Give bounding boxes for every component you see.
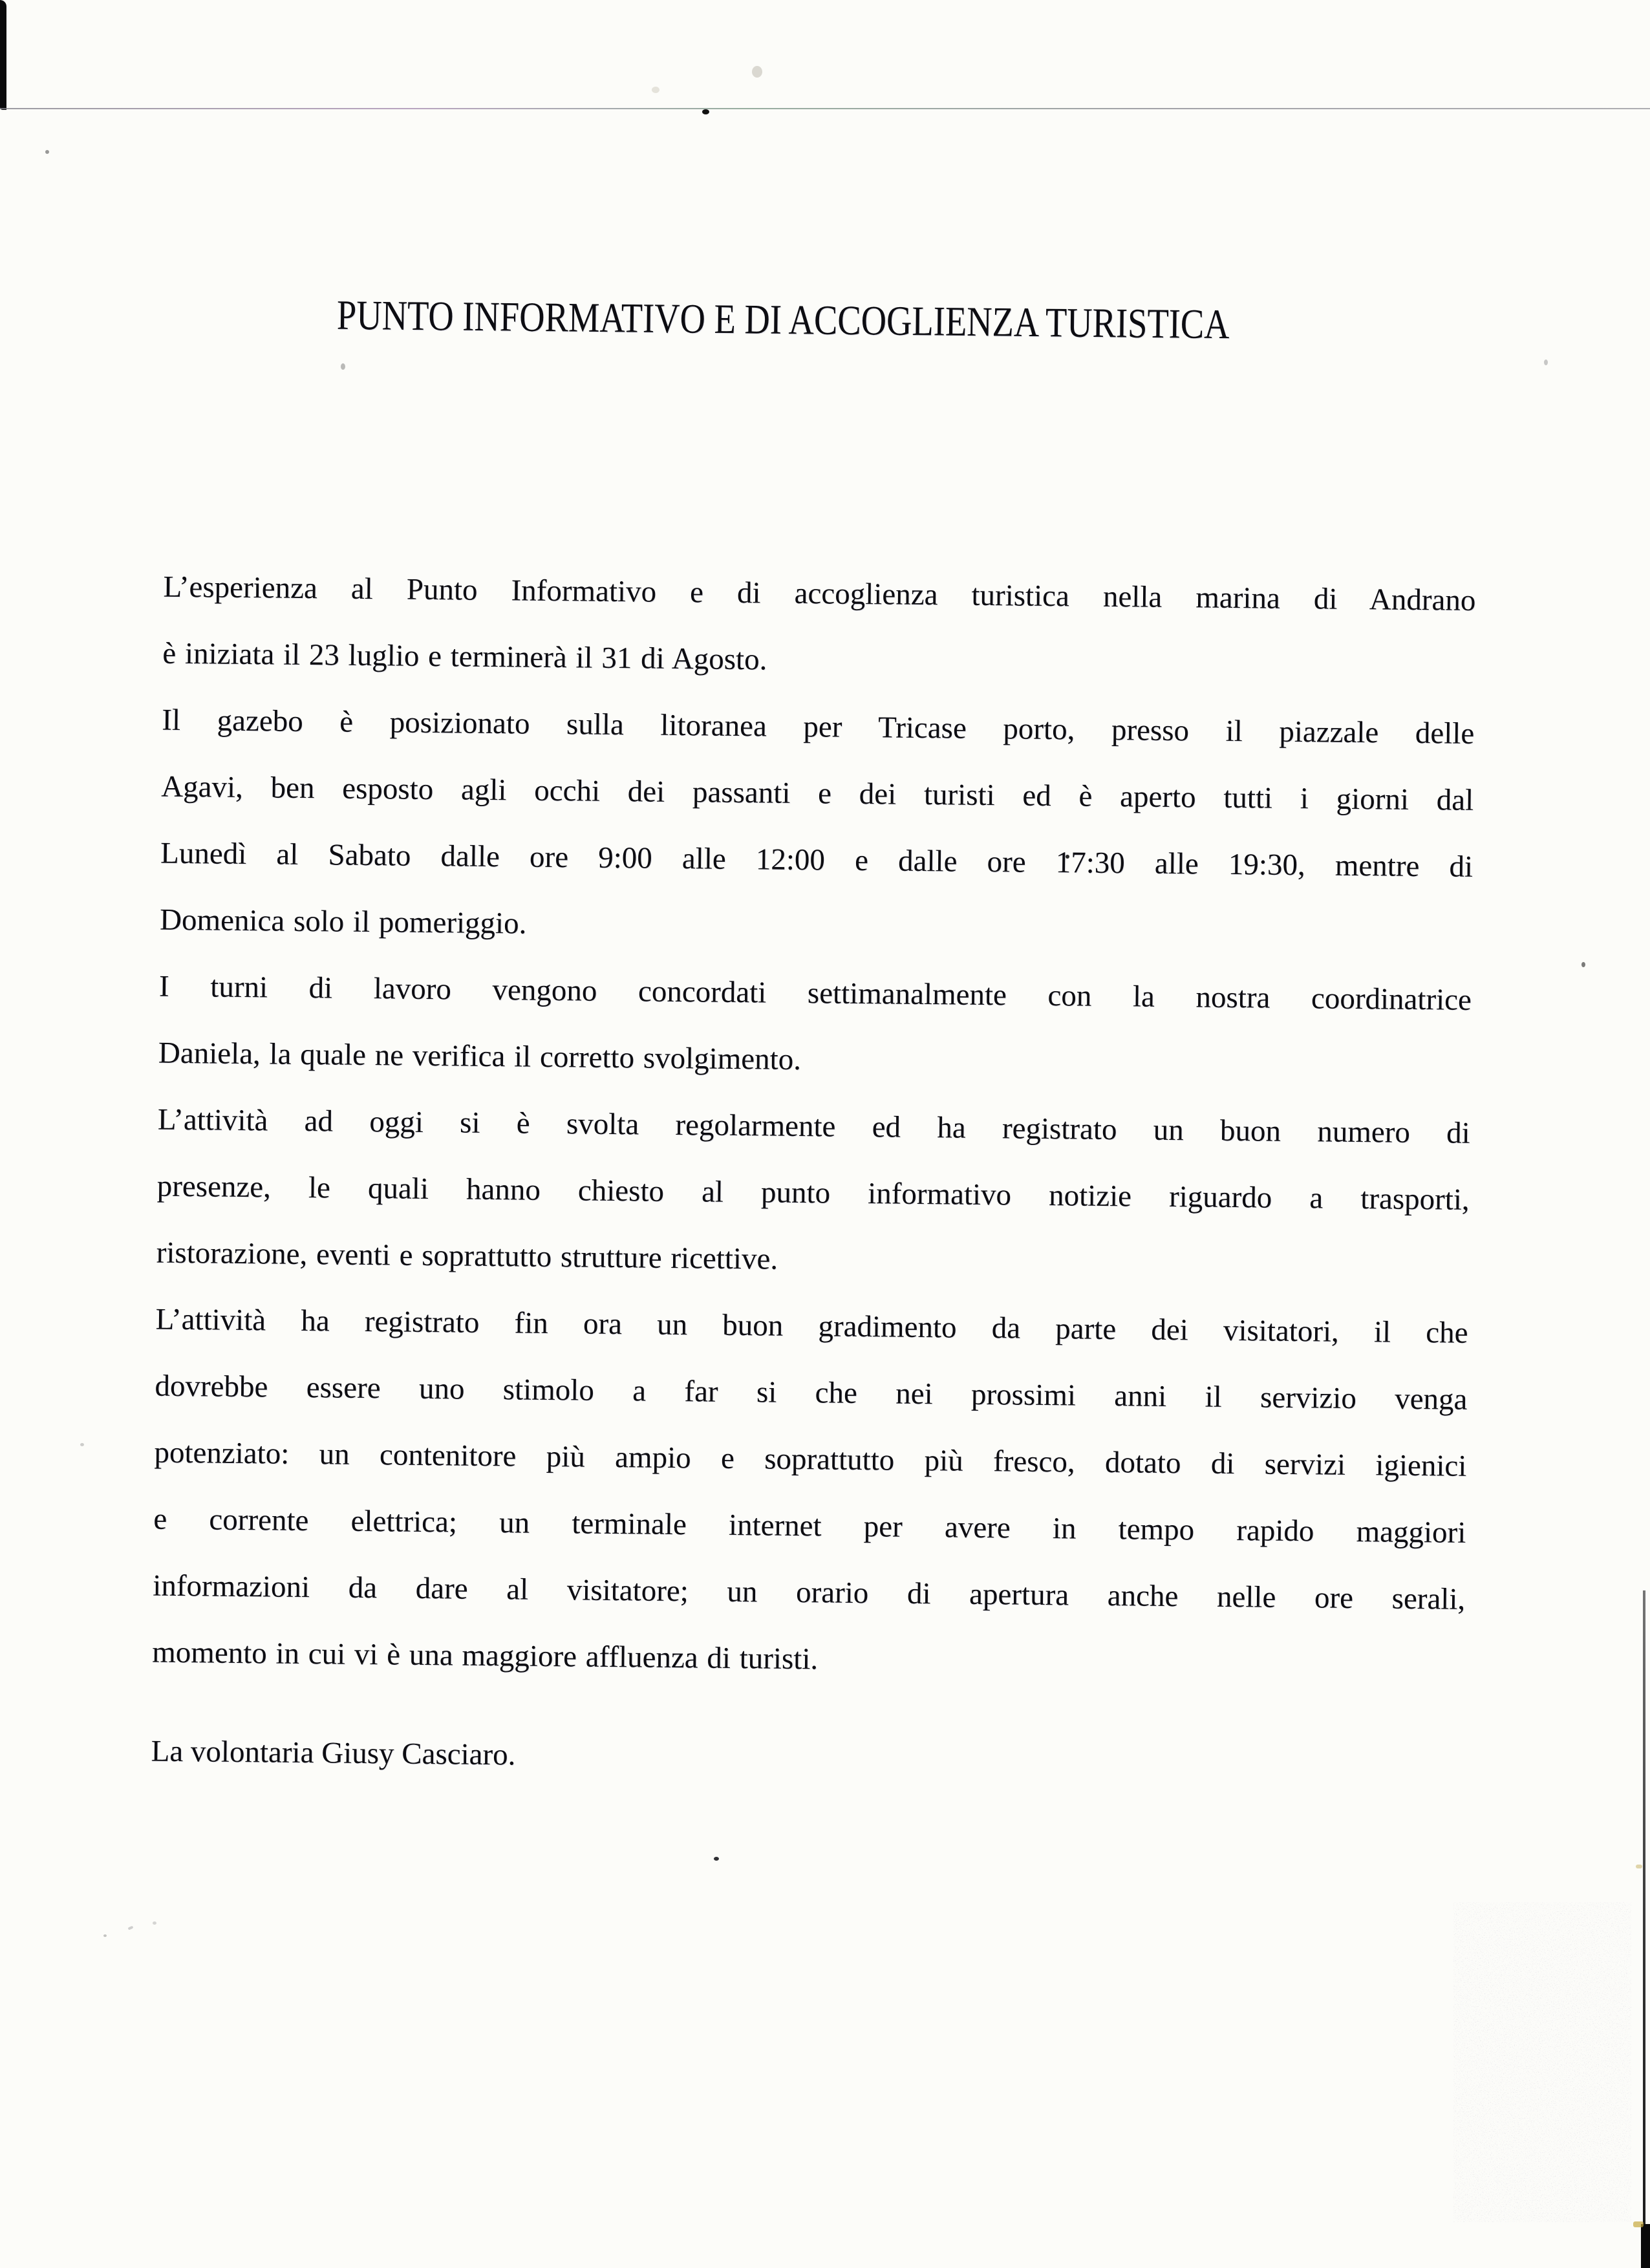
text-line: Daniela, la quale ne verifica il corretto svolgimento. (158, 1036, 802, 1077)
text-line: L’attività ad oggi si è svolta regolarmente ed ha registrato un buon numero di (157, 1102, 1471, 1150)
document-body (152, 554, 1476, 1700)
text-line: Domenica solo il pomeriggio. (159, 903, 527, 941)
scan-noise-smudge (1453, 1902, 1631, 2222)
text-line: L’esperienza al Punto Informativo e di accoglienza turistica nella marina di Andrano (163, 570, 1476, 617)
text-line: Agavi, ben esposto agli occhi dei passanti e dei turisti ed è aperto tutti i giorni dal (161, 769, 1474, 817)
text-line: presenze, le quali hanno chiesto al punto informativo notizie riguardo a trasporti, (156, 1169, 1470, 1217)
scan-speck (153, 1921, 156, 1925)
page-title (0, 284, 1608, 361)
text-line: I turni di lavoro vengono concordati settimanalmente con la nostra coordinatrice (158, 969, 1472, 1017)
scan-speck (1636, 1865, 1642, 1868)
scan-speck (714, 1857, 719, 1861)
text-line: Il gazebo è posizionato sulla litoranea per Tricase porto, presso il piazzale delle (162, 703, 1475, 751)
text-line: informazioni da dare al visitatore; un orario di apertura anche nelle ore serali, (153, 1568, 1466, 1616)
text-line: potenziato: un contenitore più ampio e soprattutto più fresco, dotato di servizi igienici (154, 1435, 1467, 1483)
text-line: L’attività ha registrato fin ora un buon gradimento da parte dei visitatori, il che (155, 1302, 1468, 1350)
text-line: ristorazione, eventi e soprattutto strutture ricettive. (156, 1236, 778, 1276)
text-line: e corrente elettrica; un terminale internet per avere in tempo rapido maggiori (153, 1502, 1466, 1550)
signature-line: La volontaria Giusy Casciaro. (151, 1734, 516, 1772)
scan-edge-right (1643, 1590, 1645, 2268)
scan-speck (128, 1925, 134, 1930)
page-title-text: PUNTO INFORMATIVO E DI ACCOGLIENZA TURISTICA (336, 291, 1230, 348)
scan-edge-right-nub (1641, 2224, 1650, 2268)
text-line: è iniziata il 23 luglio e terminerà il 31 di Agosto. (162, 636, 767, 677)
text-line: dovrebbe essere uno stimolo a far si che nei prossimi anni il servizio venga (155, 1369, 1468, 1417)
text-line: Lunedì al Sabato dalle ore 9:00 alle 12:00 e dalle ore 17:30 alle 19:30, mentre di (160, 836, 1473, 884)
scan-speck (103, 1934, 107, 1937)
text-line: momento in cui vi è una maggiore affluenza di turisti. (151, 1635, 819, 1676)
scan-speck (1633, 2221, 1644, 2227)
